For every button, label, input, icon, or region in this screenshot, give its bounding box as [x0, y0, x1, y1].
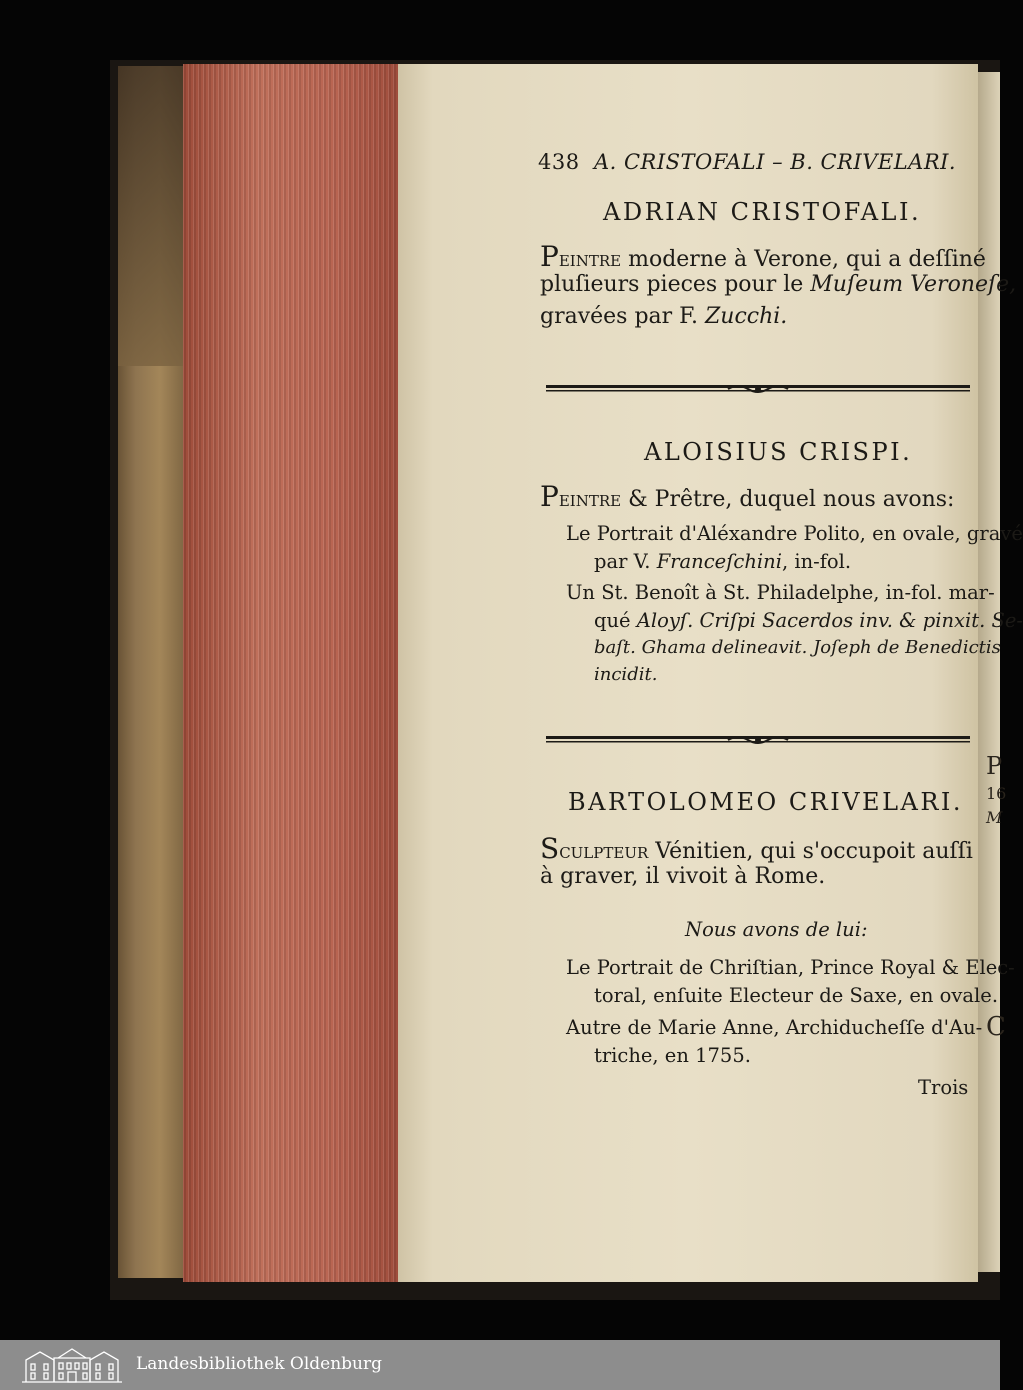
entry-line: incidit.: [594, 664, 658, 685]
catchword: Trois: [918, 1076, 969, 1099]
entry-heading: BARTOLOMEO CRIVELARI.: [568, 788, 964, 816]
footer-bar: [0, 1340, 1000, 1390]
entry-line: Autre de Marie Anne, Archiducheſſe d'Au-: [566, 1016, 983, 1039]
page-number: 438: [538, 150, 580, 174]
facing-page-fragment: C: [986, 1012, 1006, 1042]
entry-line: Un St. Benoît à St. Philadelphe, in-fol. mar-: [566, 581, 995, 604]
entry-line: Le Portrait de Chriſtian, Prince Royal & Elec-: [566, 956, 1015, 979]
entry-line: toral, enſuite Electeur de Saxe, en ovale.: [594, 984, 999, 1007]
ornament-rule: [546, 383, 970, 395]
running-head-names: A. CRISTOFALI – B. CRIVELARI.: [593, 150, 957, 174]
book-cover-shadow: [118, 66, 188, 366]
entry-subheading: Nous avons de lui:: [685, 918, 868, 941]
entry-line: SCULPTEUR Vénitien, qui s'occupoit auſſi: [540, 832, 973, 865]
entry-line: baſt. Ghama delineavit. Joſeph de Benedictis: [594, 637, 1001, 658]
facing-page-fragment: 16: [986, 784, 1007, 803]
library-name: Landesbibliothek Oldenburg: [136, 1354, 383, 1374]
entry-line: PEINTRE moderne à Verone, qui a deſſiné: [540, 240, 986, 273]
entry-line: Le Portrait d'Aléxandre Polito, en ovale, gravé: [566, 522, 1023, 545]
entry-line: qué Aloyſ. Criſpi Sacerdos inv. & pinxit. Se-: [594, 609, 1023, 632]
facing-page-fragment: M: [986, 808, 1003, 827]
entry-heading: ALOISIUS CRISPI.: [644, 438, 913, 466]
running-head: [538, 150, 956, 174]
entry-heading: ADRIAN CRISTOFALI.: [603, 198, 922, 226]
red-fore-edge: [183, 64, 398, 1282]
library-building-icon: [20, 1346, 124, 1384]
entry-line: à graver, il vivoit à Rome.: [540, 864, 826, 889]
entry-line: triche, en 1755.: [594, 1044, 751, 1067]
ornament-rule: [546, 734, 970, 746]
entry-line: PEINTRE & Prêtre, duquel nous avons:: [540, 480, 955, 513]
entry-line: gravées par F. Zucchi.: [540, 304, 788, 329]
facing-page-fragment: P: [986, 752, 1003, 780]
entry-line: pluſieurs pieces pour le Muſeum Veroneſe,: [540, 272, 1017, 297]
entry-line: par V. Franceſchini, in-fol.: [594, 550, 852, 573]
